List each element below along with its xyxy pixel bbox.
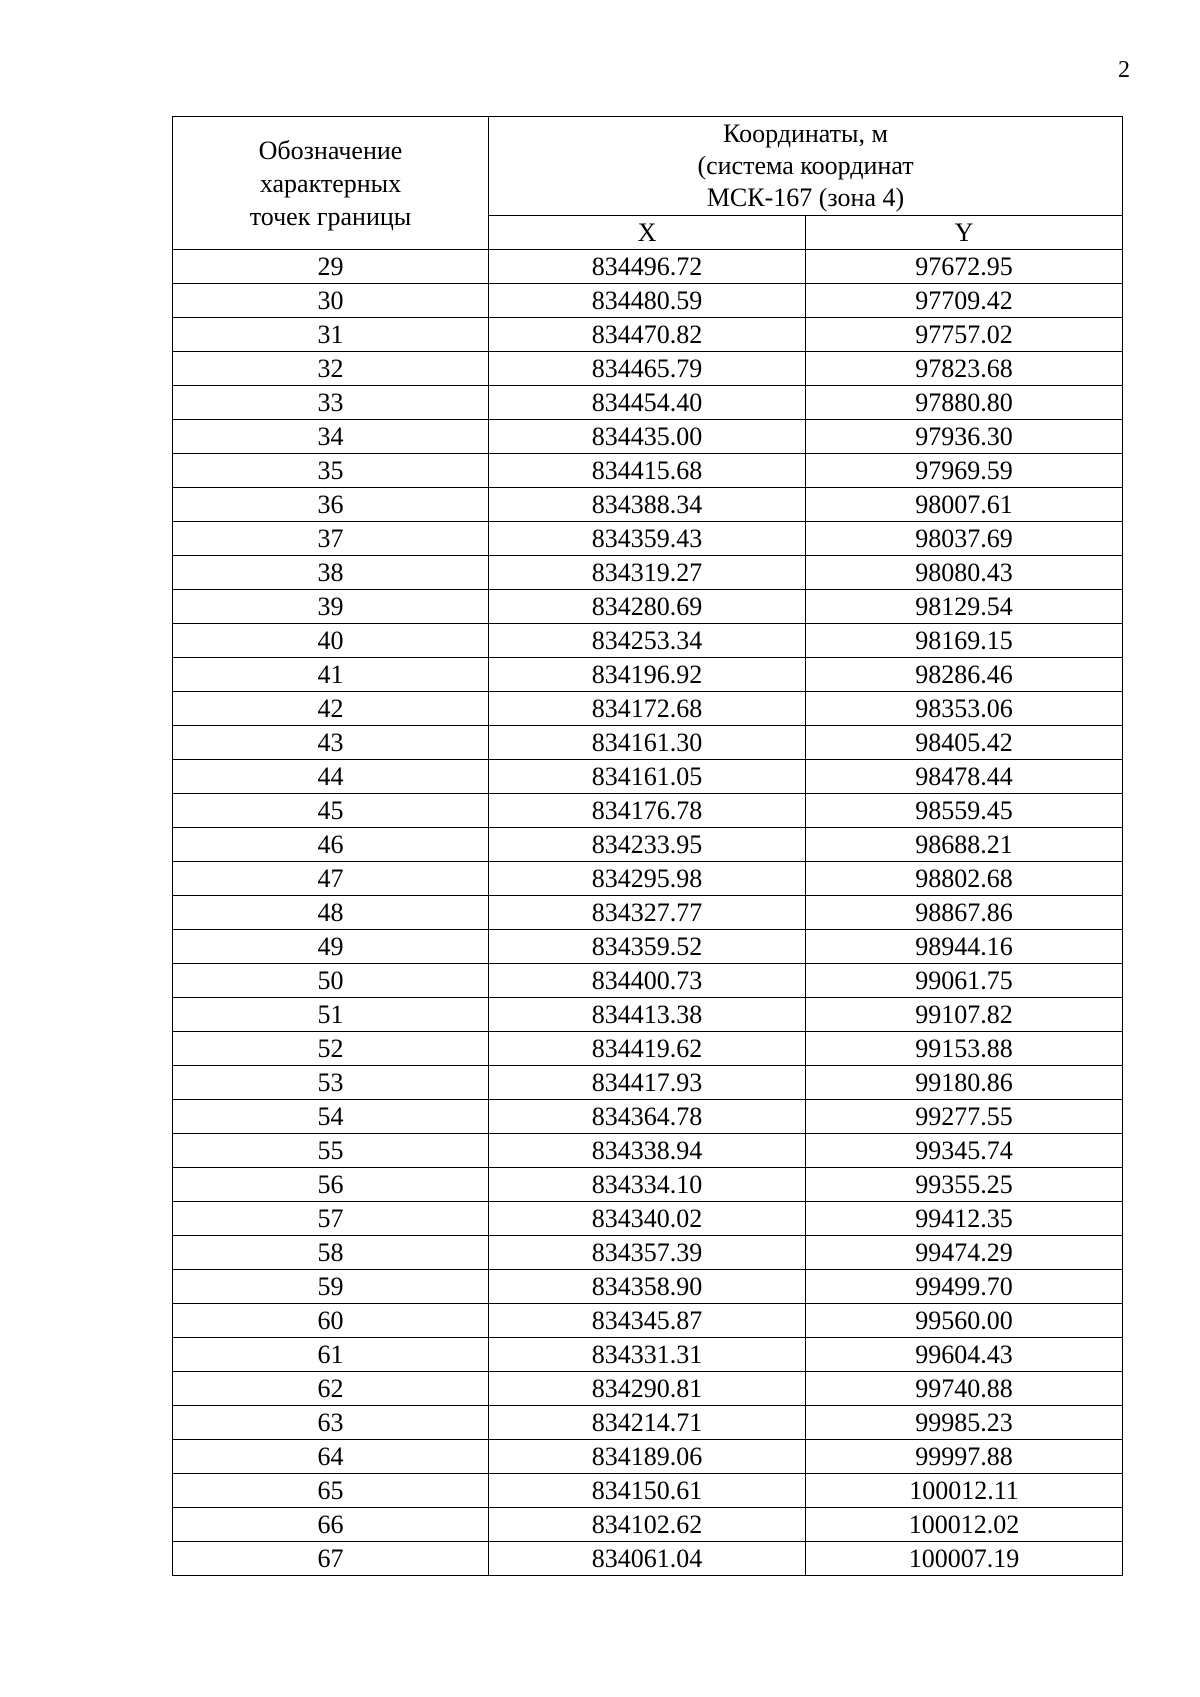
x-coordinate-cell: 834454.40	[489, 386, 806, 420]
x-coordinate-cell: 834280.69	[489, 590, 806, 624]
x-coordinate-cell: 834340.02	[489, 1202, 806, 1236]
x-coordinate-cell: 834470.82	[489, 318, 806, 352]
x-coordinate-cell: 834359.52	[489, 930, 806, 964]
point-cell: 61	[173, 1338, 489, 1372]
x-coordinate-cell: 834359.43	[489, 522, 806, 556]
y-column-header: Y	[806, 216, 1123, 250]
coordinates-table-body	[173, 250, 1123, 1576]
x-coordinate-cell: 834161.05	[489, 760, 806, 794]
x-coordinate-cell: 834465.79	[489, 352, 806, 386]
table-row	[173, 1134, 1123, 1168]
point-cell: 54	[173, 1100, 489, 1134]
table-row	[173, 488, 1123, 522]
y-coordinate-cell: 97969.59	[806, 454, 1123, 488]
x-coordinate-cell: 834189.06	[489, 1440, 806, 1474]
y-coordinate-cell: 100007.19	[806, 1542, 1123, 1576]
point-cell: 32	[173, 352, 489, 386]
x-coordinate-cell: 834388.34	[489, 488, 806, 522]
point-cell: 35	[173, 454, 489, 488]
x-coordinate-cell: 834358.90	[489, 1270, 806, 1304]
table-row	[173, 794, 1123, 828]
y-coordinate-cell: 98169.15	[806, 624, 1123, 658]
point-cell: 59	[173, 1270, 489, 1304]
y-coordinate-cell: 99997.88	[806, 1440, 1123, 1474]
y-coordinate-cell: 99412.35	[806, 1202, 1123, 1236]
y-coordinate-cell: 97672.95	[806, 250, 1123, 284]
y-coordinate-cell: 99560.00	[806, 1304, 1123, 1338]
table-row	[173, 1474, 1123, 1508]
point-cell: 51	[173, 998, 489, 1032]
designation-header-line: Обозначение	[258, 135, 403, 165]
x-coordinate-cell: 834150.61	[489, 1474, 806, 1508]
y-coordinate-cell: 98286.46	[806, 658, 1123, 692]
coordinates-header	[489, 117, 1123, 216]
x-coordinate-cell: 834331.31	[489, 1338, 806, 1372]
x-coordinate-cell: 834413.38	[489, 998, 806, 1032]
point-cell: 53	[173, 1066, 489, 1100]
table-row	[173, 1304, 1123, 1338]
x-coordinate-cell: 834161.30	[489, 726, 806, 760]
table-row	[173, 624, 1123, 658]
point-cell: 57	[173, 1202, 489, 1236]
table-row	[173, 352, 1123, 386]
x-coordinate-cell: 834480.59	[489, 284, 806, 318]
y-coordinate-cell: 99061.75	[806, 964, 1123, 998]
x-coordinate-cell: 834417.93	[489, 1066, 806, 1100]
x-coordinate-cell: 834253.34	[489, 624, 806, 658]
point-cell: 56	[173, 1168, 489, 1202]
table-row	[173, 760, 1123, 794]
x-coordinate-cell: 834400.73	[489, 964, 806, 998]
y-coordinate-cell: 98037.69	[806, 522, 1123, 556]
y-coordinate-cell: 99499.70	[806, 1270, 1123, 1304]
table-row	[173, 454, 1123, 488]
x-coordinate-cell: 834319.27	[489, 556, 806, 590]
table-row	[173, 318, 1123, 352]
point-cell: 62	[173, 1372, 489, 1406]
point-cell: 60	[173, 1304, 489, 1338]
table-row	[173, 1406, 1123, 1440]
y-coordinate-cell: 99277.55	[806, 1100, 1123, 1134]
point-cell: 65	[173, 1474, 489, 1508]
y-coordinate-cell: 99985.23	[806, 1406, 1123, 1440]
y-coordinate-cell: 98867.86	[806, 896, 1123, 930]
point-cell: 48	[173, 896, 489, 930]
point-cell: 38	[173, 556, 489, 590]
point-cell: 30	[173, 284, 489, 318]
y-coordinate-cell: 99604.43	[806, 1338, 1123, 1372]
table-row	[173, 1100, 1123, 1134]
x-coordinate-cell: 834327.77	[489, 896, 806, 930]
x-coordinate-cell: 834345.87	[489, 1304, 806, 1338]
table-row	[173, 1202, 1123, 1236]
point-cell: 41	[173, 658, 489, 692]
table-row	[173, 862, 1123, 896]
designation-header-line: характерных	[259, 168, 402, 198]
point-cell: 63	[173, 1406, 489, 1440]
y-coordinate-cell: 100012.11	[806, 1474, 1123, 1508]
x-coordinate-cell: 834102.62	[489, 1508, 806, 1542]
table-row	[173, 1542, 1123, 1576]
y-coordinate-cell: 97823.68	[806, 352, 1123, 386]
table-row	[173, 1236, 1123, 1270]
point-cell: 49	[173, 930, 489, 964]
table-row	[173, 964, 1123, 998]
point-cell: 64	[173, 1440, 489, 1474]
table-row	[173, 284, 1123, 318]
y-coordinate-cell: 97936.30	[806, 420, 1123, 454]
y-coordinate-cell: 99355.25	[806, 1168, 1123, 1202]
y-coordinate-cell: 99474.29	[806, 1236, 1123, 1270]
x-coordinate-cell: 834415.68	[489, 454, 806, 488]
point-cell: 50	[173, 964, 489, 998]
coordinates-header-line: МСК-167 (зона 4)	[706, 183, 905, 212]
designation-header	[173, 117, 489, 250]
table-row	[173, 1440, 1123, 1474]
x-coordinate-cell: 834496.72	[489, 250, 806, 284]
point-cell: 47	[173, 862, 489, 896]
y-coordinate-cell: 97757.02	[806, 318, 1123, 352]
y-coordinate-cell: 98688.21	[806, 828, 1123, 862]
x-coordinate-cell: 834357.39	[489, 1236, 806, 1270]
x-coordinate-cell: 834061.04	[489, 1542, 806, 1576]
point-cell: 43	[173, 726, 489, 760]
table-row	[173, 1270, 1123, 1304]
point-cell: 39	[173, 590, 489, 624]
y-coordinate-cell: 99180.86	[806, 1066, 1123, 1100]
x-coordinate-cell: 834172.68	[489, 692, 806, 726]
table-row	[173, 828, 1123, 862]
table-row	[173, 1338, 1123, 1372]
y-coordinate-cell: 99345.74	[806, 1134, 1123, 1168]
x-coordinate-cell: 834233.95	[489, 828, 806, 862]
y-coordinate-cell: 98478.44	[806, 760, 1123, 794]
point-cell: 40	[173, 624, 489, 658]
y-coordinate-cell: 99107.82	[806, 998, 1123, 1032]
x-coordinate-cell: 834334.10	[489, 1168, 806, 1202]
point-cell: 58	[173, 1236, 489, 1270]
table-row	[173, 1066, 1123, 1100]
point-cell: 37	[173, 522, 489, 556]
y-coordinate-cell: 98129.54	[806, 590, 1123, 624]
table-row	[173, 1508, 1123, 1542]
table-row	[173, 522, 1123, 556]
y-coordinate-cell: 98944.16	[806, 930, 1123, 964]
point-cell: 34	[173, 420, 489, 454]
y-coordinate-cell: 98802.68	[806, 862, 1123, 896]
y-coordinate-cell: 99153.88	[806, 1032, 1123, 1066]
point-cell: 31	[173, 318, 489, 352]
table-row	[173, 692, 1123, 726]
table-row	[173, 1032, 1123, 1066]
table-row	[173, 250, 1123, 284]
y-coordinate-cell: 97880.80	[806, 386, 1123, 420]
table-row	[173, 998, 1123, 1032]
x-coordinate-cell: 834295.98	[489, 862, 806, 896]
y-coordinate-cell: 98559.45	[806, 794, 1123, 828]
y-coordinate-cell: 98080.43	[806, 556, 1123, 590]
table-row	[173, 726, 1123, 760]
x-coordinate-cell: 834290.81	[489, 1372, 806, 1406]
y-coordinate-cell: 98405.42	[806, 726, 1123, 760]
table-row	[173, 930, 1123, 964]
point-cell: 55	[173, 1134, 489, 1168]
x-coordinate-cell: 834214.71	[489, 1406, 806, 1440]
table-row	[173, 420, 1123, 454]
x-coordinate-cell: 834196.92	[489, 658, 806, 692]
x-coordinate-cell: 834419.62	[489, 1032, 806, 1066]
x-coordinate-cell: 834176.78	[489, 794, 806, 828]
coordinates-table	[172, 116, 1123, 1576]
y-coordinate-cell: 98353.06	[806, 692, 1123, 726]
coordinates-header-line: (система координат	[697, 151, 914, 180]
point-cell: 33	[173, 386, 489, 420]
table-row	[173, 590, 1123, 624]
table-row	[173, 1372, 1123, 1406]
page-number: 2	[1118, 57, 1130, 83]
y-coordinate-cell: 100012.02	[806, 1508, 1123, 1542]
table-row	[173, 896, 1123, 930]
point-cell: 44	[173, 760, 489, 794]
x-coordinate-cell: 834364.78	[489, 1100, 806, 1134]
point-cell: 67	[173, 1542, 489, 1576]
point-cell: 52	[173, 1032, 489, 1066]
x-coordinate-cell: 834338.94	[489, 1134, 806, 1168]
point-cell: 36	[173, 488, 489, 522]
designation-header-line: точек границы	[249, 201, 412, 231]
coordinates-header-line: Координаты, м	[723, 119, 888, 148]
y-coordinate-cell: 99740.88	[806, 1372, 1123, 1406]
point-cell: 66	[173, 1508, 489, 1542]
table-row	[173, 1168, 1123, 1202]
point-cell: 46	[173, 828, 489, 862]
y-coordinate-cell: 97709.42	[806, 284, 1123, 318]
point-cell: 42	[173, 692, 489, 726]
x-column-header: X	[489, 216, 806, 250]
y-coordinate-cell: 98007.61	[806, 488, 1123, 522]
table-row	[173, 658, 1123, 692]
table-row	[173, 386, 1123, 420]
point-cell: 29	[173, 250, 489, 284]
point-cell: 45	[173, 794, 489, 828]
x-coordinate-cell: 834435.00	[489, 420, 806, 454]
table-row	[173, 556, 1123, 590]
